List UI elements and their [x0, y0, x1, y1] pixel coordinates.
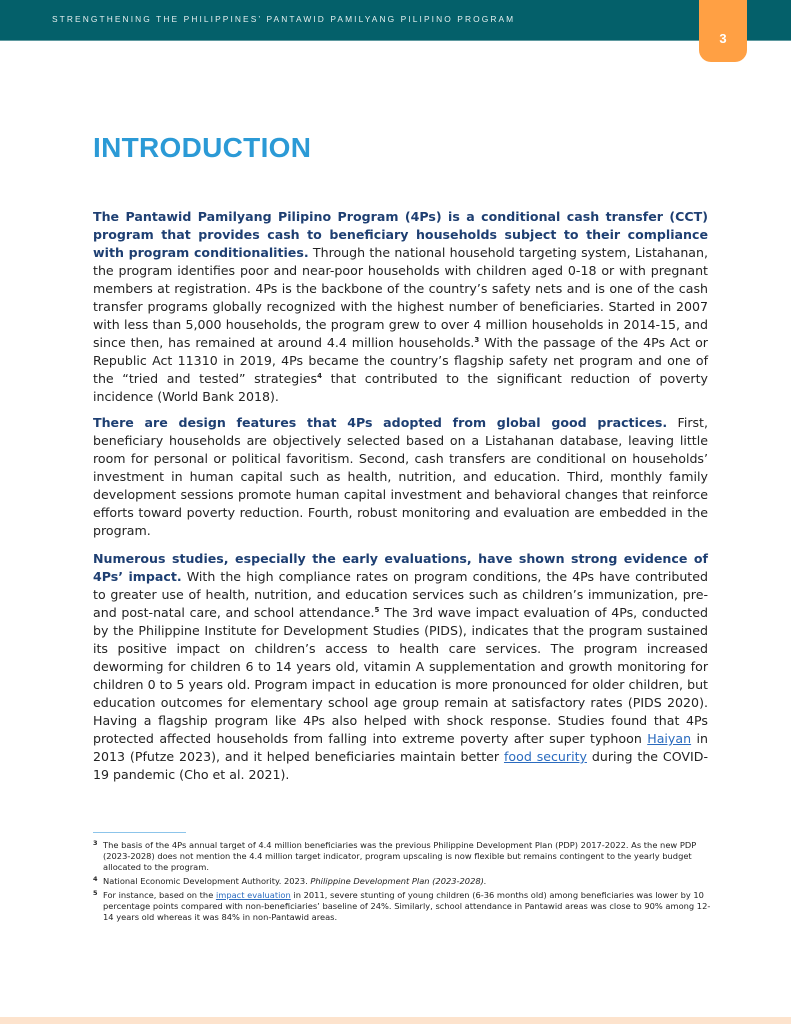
bottom-strip	[0, 1017, 791, 1024]
text-run: With the high compliance rates on program conditions, the 4Ps have contributed to greater use of health, nutrition, and education services such as children’s immunization, pre-and post-natal care, and school attendance.	[93, 569, 708, 620]
text-run: First, beneficiary households are objectively selected based on a Listahanan database, leaving little room for personal or political favoritism. Second, cash transfers are conditional on households’ investment in human capital such as health, nutrition, and education. Third, monthly family development sessions promote human capital investment and behavioral changes that reinforce efforts toward poverty reduction. Fourth, robust monitoring and evaluation are embedded in the program.	[93, 415, 708, 538]
text-run: For instance, based on the	[103, 890, 216, 900]
footnote-3	[93, 840, 713, 873]
lead-sentence: Numerous studies, especially the early evaluations, have shown strong evidence of 4Ps’ impact.	[93, 551, 708, 584]
footnote-mark: 4	[93, 875, 98, 883]
footnote-divider	[93, 832, 186, 833]
text-run: Philippine Development Plan (2023-2028).	[310, 876, 487, 886]
page-number-tab	[699, 0, 747, 62]
footnote-ref: 3	[474, 335, 480, 344]
text-run: The 3rd wave impact evaluation of 4Ps, conducted by the Philippine Institute for Development Studies (PIDS), indicates that the program sustained its positive impact on children’s access to health care services. The program increased deworming for children 6 to 14 years old, vitamin A supplementation and growth monitoring for children 0 to 5 years old. Program impact in education is more pronounced for older children, but education outcomes for elementary school age group remain at satisfactory rates (PIDS 2020). Having a flagship program like 4Ps also helped with shock response. Studies found that 4Ps protected affected households from falling into extreme poverty after super typhoon	[93, 605, 708, 746]
text-run: in 2013 (Pfutze 2023), and it helped beneficiaries maintain better	[93, 731, 709, 764]
text-run: National Economic Development Authority. 2023.	[103, 876, 311, 886]
footnote-ref: 4	[317, 371, 322, 380]
page-number: 3	[719, 31, 727, 46]
header-title: STRENGTHENING THE PHILIPPINES’ PANTAWID PAMILYANG PILIPINO PROGRAM	[52, 14, 516, 24]
lead-sentence: The Pantawid Pamilyang Pilipino Program (4Ps) is a conditional cash transfer (CCT) program that provides cash to beneficiary households subject to their compliance with program conditionalities.	[93, 209, 708, 260]
lead-sentence: There are design features that 4Ps adopted from global good practices.	[93, 415, 668, 430]
paragraph-3	[93, 550, 708, 784]
inline-link[interactable]: impact evaluation	[215, 890, 291, 900]
footnote-4	[93, 876, 713, 887]
inline-link[interactable]: Haiyan	[647, 731, 692, 746]
footnote-mark: 3	[93, 839, 98, 847]
text-run: that contributed to the significant reduction of poverty incidence (World Bank 2018).	[93, 371, 709, 404]
text-run: Through the national household targeting system, Listahanan, the program identifies poor and near-poor households with children aged 0-18 or with pregnant members at registration. 4Ps is the backbone of the country’s safety nets and is one of the cash transfer programs globally recognized with the highest number of beneficiaries. Started in 2007 with less than 5,000 households, the program grew to over 4 million households in 2014-15, and since then, has remained at around 4.4 million households.	[93, 245, 708, 350]
text-run: The basis of the 4Ps annual target of 4.4 million beneficiaries was the previous Philippine Development Plan (PDP) 2017-2022. As the new PDP (2023-2028) does not mention the 4.4 million target indicator, program upscaling is now flexible but remains contingent to the yearly budget allocated to the program.	[103, 840, 697, 872]
footnote-mark: 5	[93, 889, 98, 897]
text-run: in 2011, severe stunting of young children (6-36 months old) among beneficiaries was lower by 10 percentage points compared with non-beneficiaries’ baseline of 24%. Similarly, school attendance in Pantawid areas was close to 90% among 12-14 years old whereas it was 84% in non-Pantawid areas.	[103, 890, 711, 922]
text-run: With the passage of the 4Ps Act or Republic Act 11310 in 2019, 4Ps became the country’s flagship safety net program and one of the “tried and tested” strategies	[93, 335, 708, 386]
text-run: during the COVID-19 pandemic (Cho et al. 2021).	[93, 749, 708, 782]
section-heading: INTRODUCTION	[93, 132, 312, 163]
paragraph-2	[93, 414, 708, 540]
inline-link[interactable]: food security	[503, 749, 587, 764]
paragraph-1	[93, 208, 708, 406]
footnote-ref: 5	[374, 605, 380, 614]
footnotes	[93, 840, 713, 926]
footnote-5	[93, 890, 713, 923]
running-header	[0, 0, 791, 41]
